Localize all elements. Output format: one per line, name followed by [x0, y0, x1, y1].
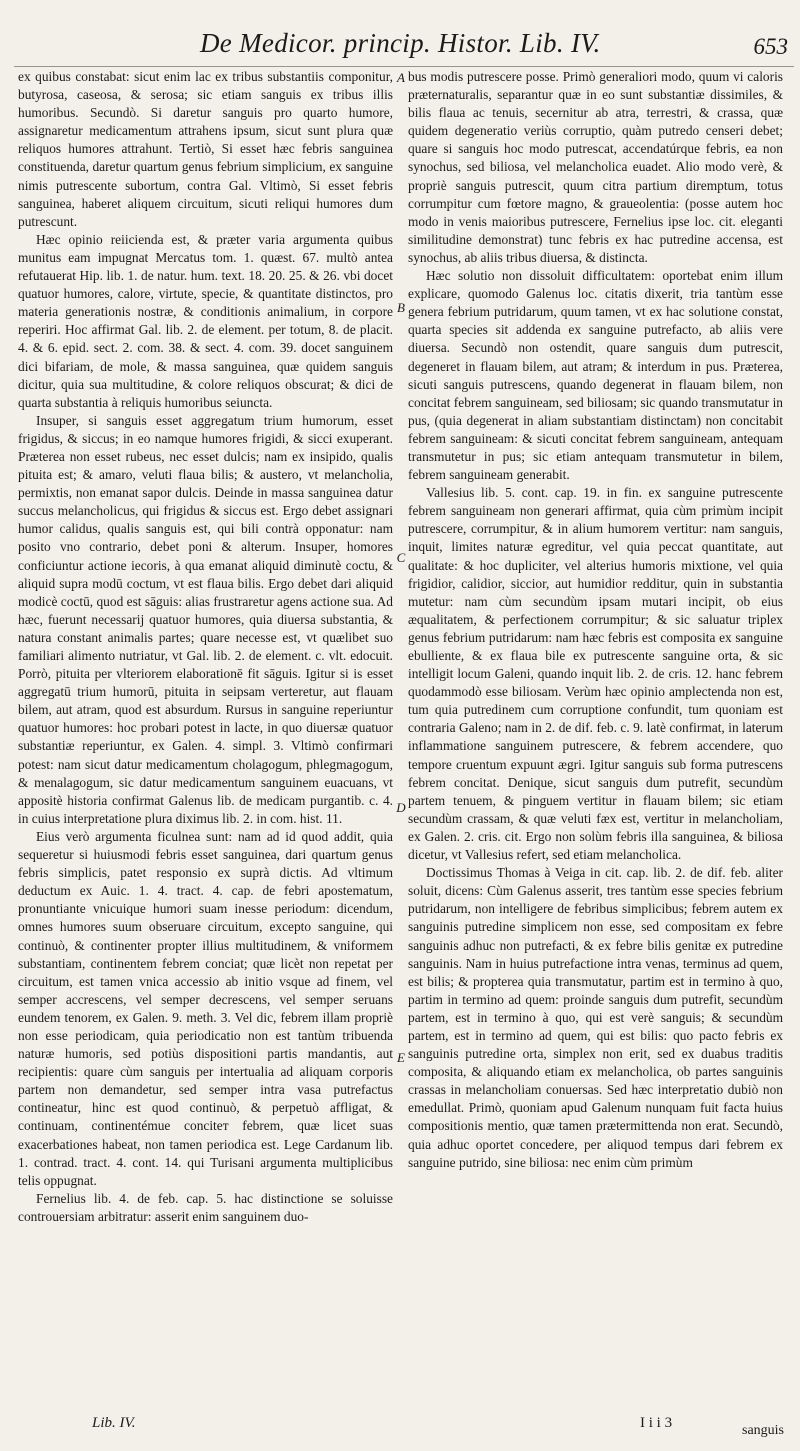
- page-number: 653: [753, 34, 788, 59]
- paragraph: Doctissimus Thomas à Veiga in cit. cap. lib. 2. de dif. feb. aliter soluit, dicens: Cùm Galenus asserit, tres tantùm esse species febrium putridarum, non intelligere de febribus simplicibus; febrem autem ex sanguinis putredine simplicem non esse, sed compositam ex febre sanguinis adhuc non putrefacti, & ex febre bilis genitæ ex putredine sanguinis. Nam in huius putrefactione intra venas, terminus ad quem, est bilis; & propterea quia transmutatur, partim est in termino à quo, partim in termino ad quem: proinde sanguis dum putrefit, secundùm partem, est in termino à quo, qui est verè sanguis; & secundùm partem, est in termino ad quem, qui est bilis: quo pacto febris ex sanguinis putredine orta, simplex non erit, sed ex duabus traditis composita, & aliquando etiam ex melancholica, ob partes sanguinis crassas in melancholiam conuersas. Sed hæc interpretatio dubiò non emedullat. Primò, quoniam apud Galenum nunquam fuit facta huius compositionis mentio, quæ tamen prætermittenda non erat. Secundò, quia adhuc oportet concedere, per aliquod tempus dari febrem ex sanguine putrido, sine biliosa: nec enim cùm primùm: [408, 865, 783, 1170]
- footer-running-title: Lib. IV.: [92, 1415, 136, 1431]
- paragraph: Fernelius lib. 4. de feb. cap. 5. hac distinctione se soluisse controuersiam arbitratur: asserit enim sanguinem duo-: [18, 1190, 393, 1224]
- paragraph: Hæc solutio non dissoluit difficultatem: oportebat enim illum explicare, quomodo Galenus loc. citatis dixerit, tria tantùm esse genera febrium putridarum, quum tamen, vt ex hac solutione constat, quarta species sit addenda ex sanguine putrefacto, ab aliis vere diuersa. Secundò non ostendit, quare sanguis dum putrescit, degeneret in flauam bilem, aut atram; & interdum in pus. Præterea, sicuti sanguis putrescens, quando degenerat in flauam bilem, non concitat febrem sanguineam, sed biliosam; sic quando transmutatur in pus, (quia degenerat in aliam substantiam distinctam) non concitabit febrem sanguineam: & sicuti concitat febrem sanguineam, antequam transmutetur in pus; sic etiam antequam transmutetur in bilem, febrem sanguineam generabit.: [408, 268, 783, 483]
- page-title: De Medicor. princip. Histor. Lib. IV.: [200, 28, 601, 58]
- paragraph: bus modis putrescere posse. Primò generaliori modo, quum vi caloris præternaturalis, separantur quæ in eo sunt substantiæ dissimiles, & bilis flaua ac tenuis, secernitur ab atra, terrestri, & crassa, quæ quidem degeneratio veriùs corruptio, quàm putredo censeri debet; quare si sanguis hoc modo putrescat, accendatúrque febris, ea non synochus, sed biliosa, vel melancholica euadet. Alio modo verè, & propriè sanguis putrescit, quum citra partium diremptum, totus corrumpitur cum fœtore magno, & graueolentia: (posse autem hoc modo in venis maioribus putrescere, Fernelius ipse loc. cit. eleganti similitudine demonstrat) tunc febris ex hac putredine accensa, est synochus, ab aliis tribus diuersa, & distincta.: [408, 69, 783, 265]
- paragraph: Eius verò argumenta ficulnea sunt: nam ad id quod addit, quia sequeretur si huiusmodi febris esset sanguinea, dari quartum genus febris simplicis, patet responsio ex suprà dictis. Ad vltimum deductum ex Auic. 1. 4. tract. 4. cap. de febri apostematum, pronuntiante vnicuique humori suam inesse periodum: dicendum, omnes humores suum obseruare circuitum, excepto sanguine, qui continuò, & continenter propter illius multitudinem, & vniformem substantiam, continentem febrem conciat; quæ licèt non repetat per circuitum, est tamen vnica accessio ab initio vsque ad finem, vel semper accrescens, vel semper decrescens, vel semper seruans eundem tenorem, ex Galen. 9. meth. 3. Vel dic, febrem illam propriè non esse periodicam, quia periodicatio non est tantùm tribuenda naturæ humoris, sed potiùs dispositioni partis mandantis, aut recipientis: quare cùm sanguis per intertualia ad aliquam corporis partem non demandetur, sed semper intra vasa putrefactus contineatur, hinc est quod continuò, & perpetuò affligat, & continuam, continentémue conciteт febrem, quæ licet suas exacerbationes habeat, non tamen periodica est. Lege Cardanum lib. 1. contrad. tract. 4. cont. 14. qui Turisani argumenta multiplicibus telis oppugnat.: [18, 828, 393, 1188]
- left-text-column: [18, 68, 393, 1226]
- running-header: [0, 28, 800, 68]
- paragraph: Vallesius lib. 5. cont. cap. 19. in fin. ex sanguine putrescente febrem sanguineam non generari affirmat, quia cùm primùm incipit putrescere, corrumpitur, & in alium humorem vertitur: nam sanguis, inquit, limites naturæ egreditur, vel quia peccat quantitate, aut qualitate: & hoc dupliciter, vel alterius humoris mixtione, vel quia frigidior, calidior, siccior, aut humidior redditur, quin in substantia mutetur: nam cùm secundùm ipsam mutari incipit, ob eius æqualitatem, & perfectionem corrumpitur; & sic saluatur triplex genus febrium putridarum: nam hæc febris est composita ex sanguine ebulliente, & ex flaua bile ex putrescente sanguine orta, & sic intelligit locum Galeni, quando inquit lib. 2. de cris. 12. hanc febrem quodammodò esse biliosam. Verùm hæc opinio amplectenda non est, tum quia putredinem cum corruptione confundit, tum quoniam est contraria Galeno; nam in 2. de dif. feb. c. 9. latè confirmat, in laterum inflammatione sanguinem putrescere, & febrem accendere, quo tempore cruentum expuunt ægri. Igitur sanguis sub forma putrescens febrem concitat. Denique, sicut sanguis dum putrefit, secundùm partem tenuem, & pinguem vertitur in flauam bilem; sic etiam secundùm crassam, & quæ veluti fæx est, vertitur in melancholiam, ex Galen. 2. cris. cit. Ergo non solùm febris illa sanguinea, & biliosa dicetur, vt Vallesius refert, sed etiam melancholica.: [408, 485, 783, 863]
- margin-marker-a: A: [397, 70, 405, 85]
- footer-catchword: sanguis: [742, 1423, 784, 1438]
- paragraph: Hæc opinio reiicienda est, & præter varia argumenta quibus munitus eam impugnat Mercatus tom. 1. quæst. 67. multò antea refutauerat Hip. lib. 1. de natur. hum. text. 18. 20. 25. & 26. vbi docet quatuor humores, calore, virtute, specie, & quantitate distinctos, pro materia generationis nostræ, & conditionis animalium, in corpore reperiri. Hoc affirmat Gal. lib. 2. de element. per totum, 8. de placit. 4. & 6. epid. sect. 2. com. 38. & sect. 4. com. 39. docet sanguinem dici bifariam, de mole, & massa sanguinea, quæ quidem sanguis dicitur, quia sua multitudine, & colore reliquos obscurat; & dici de quarta substantia à reliquis humoribus seiuncta.: [18, 231, 393, 410]
- margin-marker-b: B: [397, 300, 405, 315]
- right-text-column: [408, 68, 783, 1172]
- paragraph: Insuper, si sanguis esset aggregatum trium humorum, esset frigidus, & siccus; in eo namque humores frigidi, & sicci exuperant. Præterea non esset rubeus, nec esset dulcis; nam ex insipido, qualis pituita est; & amaro, veluti flaua bilis; & austero, vt melancholia, permixtis, non emanat sapor dulcis. Deinde in massa sanguinea datur succus melancholicus, qui frigidus & siccus est. Ergo debet assignari humor calidus, qualis sanguis est, qui bili contrà opponatur: nam posito vno contrario, debet poni & alterum. Insuper, homores conficiuntur actione iecoris, à qua emanat aliquid diminutè coctu, & aliquid supra modū coctum, vt est flaua bilis. Ergo debet dari aliquid modicè coctū, quod est sāguis: alias frustraretur agens actione sua. Ad hæc, fuerunt necessarij quatuor humores, quia diuersa substantia, & natura constant animalis partes; quare necesse est, vt quælibet suo familiari alimento nutriatur, vt Gal. lib. 2. de element. c. vlt. edocuit. Porrò, pituita per vlteriorem elaborationē fit sāguis. Igitur si is esset aggregatū trium humorū, pituita in seipsam verteretur, aut flauam bilem, aut atram, quod est absurdum. Rursus in sanguine reperiuntur quatuor humores: hoc probari potest in lacte, in quo diuersæ quatuor substantiæ reperiuntur, ex Galen. 4. simpl. 3. Vltimò confirmari potest: nam sicut datur medicamentum cholagogum, phlegmagogum, & menalagogum, sic datur medicamentum sanguinem euacuans, vt appositè historia confirmat Galenus lib. de medicam purgantib. c. 4. in cuius interpretatione plura diximus lib. 2. in com. hist. 11.: [18, 412, 393, 826]
- paragraph: ex quibus constabat: sicut enim lac ex tribus substantiis componitur, butyrosa, caseosa, & serosa; sic etiam sanguis ex tribus illis humoribus. Secundò. Si daretur sanguis pro quarto humore, assignaretur medicamentum attrahens ipsum, sicut sunt plura quæ reliquos humores attrahunt. Tertiò, Si esset hæc febris sanguinea constituenda, daretur quartum genus febrium simplicium, ex sanguine nimis putrescente subortum, contra Gal. Vltimò, Si esset febris sanguinea, haberet aliquem circuitum, sicuti reliqui humores dum putrescunt.: [18, 69, 393, 229]
- margin-marker-c: C: [396, 550, 406, 565]
- margin-marker-d: D: [396, 800, 406, 815]
- margin-marker-e: E: [397, 1050, 405, 1065]
- header-rule: [14, 66, 794, 67]
- footer-signature: I i i 3: [640, 1415, 673, 1431]
